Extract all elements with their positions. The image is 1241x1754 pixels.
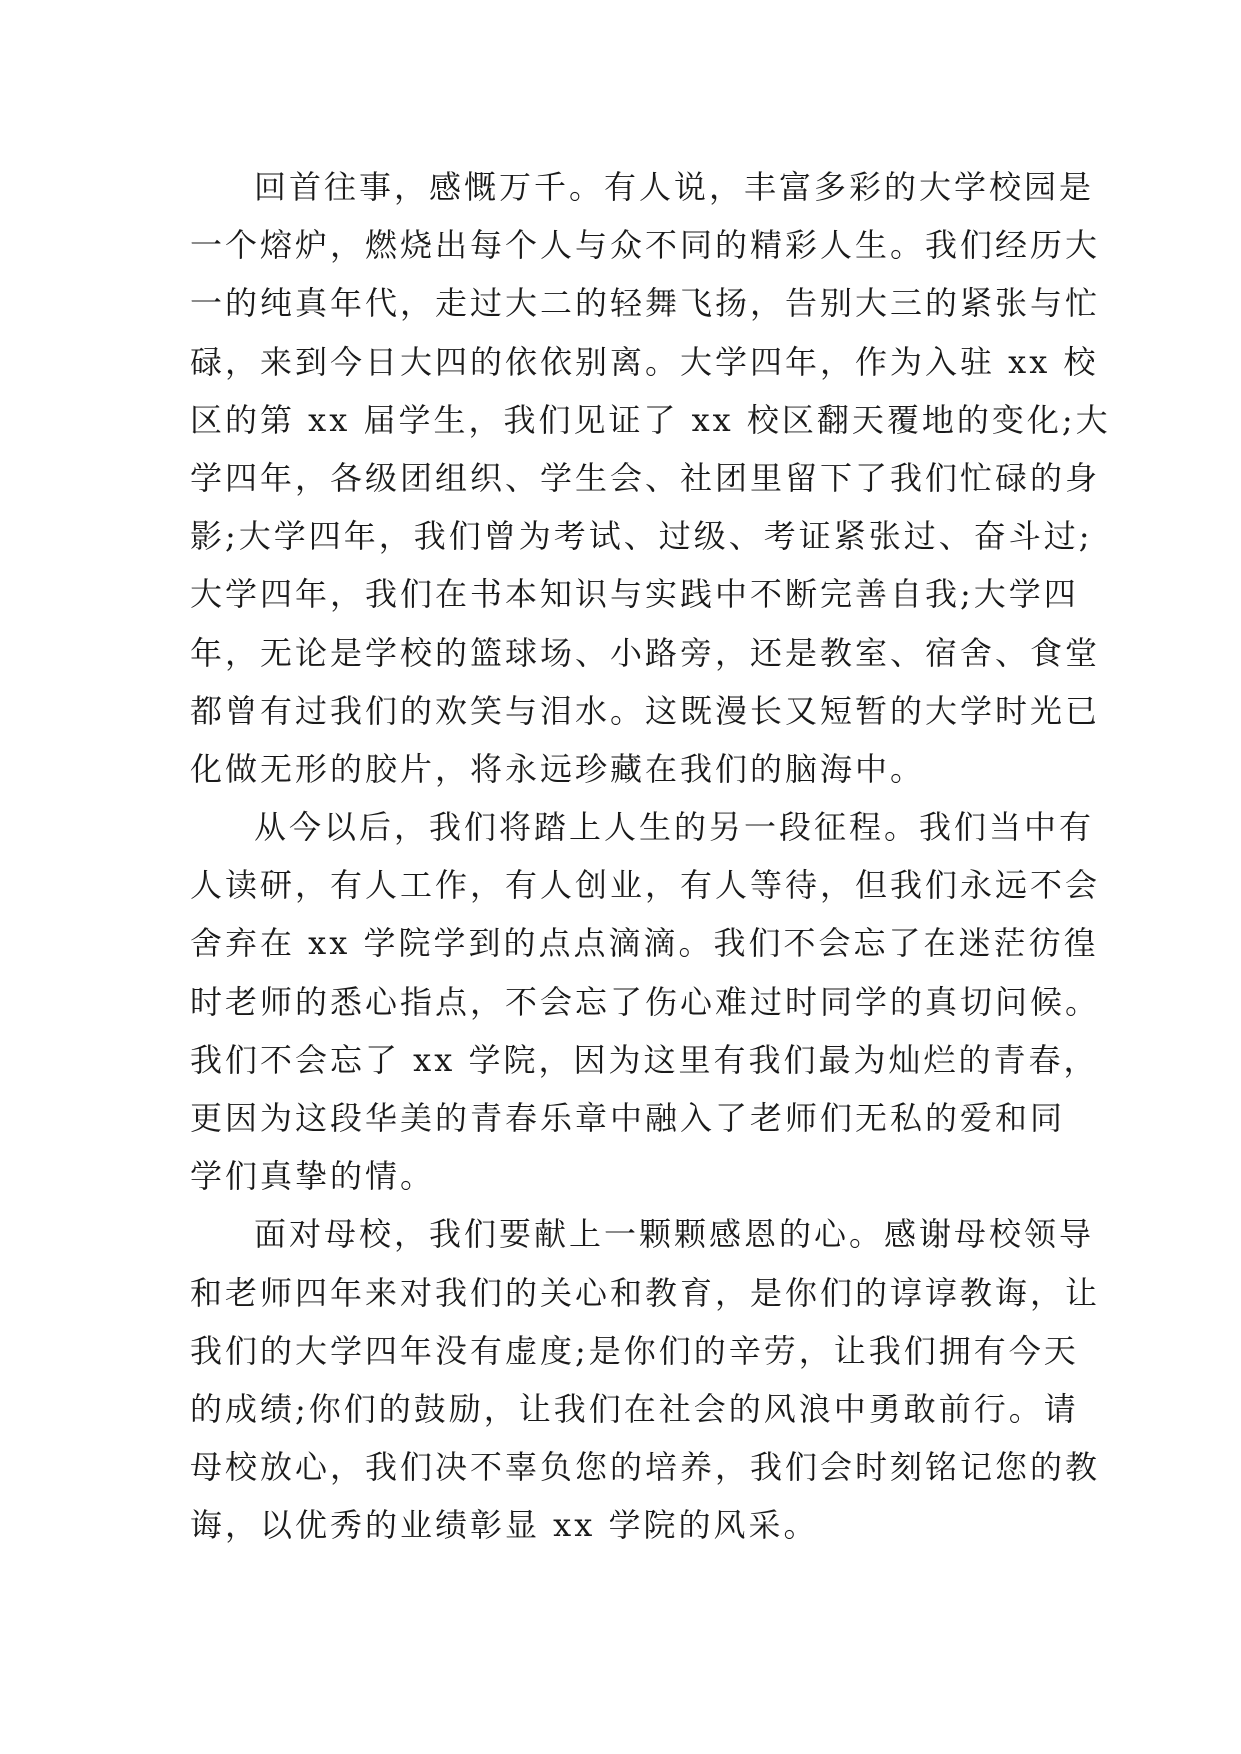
text-line: 区的第 xx 届学生，我们见证了 xx 校区翻天覆地的变化;大 <box>190 400 1111 439</box>
text-line: 学四年，各级团组织、学生会、社团里留下了我们忙碌的身 <box>190 458 1101 497</box>
text-line: 一的纯真年代，走过大二的轻舞飞扬，告别大三的紧张与忙 <box>190 284 1101 323</box>
text-line: 和老师四年来对我们的关心和教育，是你们的谆谆教诲，让 <box>190 1273 1101 1312</box>
paragraph-2 <box>190 798 1101 1205</box>
text-line: 时老师的悉心指点，不会忘了伤心难过时同学的真切问候。 <box>190 982 1101 1021</box>
text-line: 面对母校，我们要献上一颗颗感恩的心。感谢母校领导 <box>254 1215 1095 1254</box>
text-line: 人读研，有人工作，有人创业，有人等待，但我们永远不会 <box>190 866 1101 905</box>
document-body <box>190 158 1111 1555</box>
text-line: 回首往事，感慨万千。有人说，丰富多彩的大学校园是 <box>254 168 1095 206</box>
text-line: 更因为这段华美的青春乐章中融入了老师们无私的爱和同 <box>190 1099 1066 1137</box>
paragraph-1 <box>190 158 1111 798</box>
text-line: 年，无论是学校的篮球场、小路旁，还是教室、宿舍、食堂 <box>190 633 1101 672</box>
text-line: 我们不会忘了 xx 学院，因为这里有我们最为灿烂的青春， <box>190 1040 1099 1079</box>
text-line: 大学四年，我们在书本知识与实践中不断完善自我;大学四 <box>190 575 1079 614</box>
text-line: 的成绩;你们的鼓励，让我们在社会的风浪中勇敢前行。请 <box>190 1389 1079 1428</box>
text-line: 母校放心，我们决不辜负您的培养，我们会时刻铭记您的教 <box>190 1448 1101 1487</box>
text-line: 碌，来到今日大四的依依别离。大学四年，作为入驻 xx 校 <box>190 342 1099 381</box>
text-line: 舍弃在 xx 学院学到的点点滴滴。我们不会忘了在迷茫彷徨 <box>190 924 1099 963</box>
text-line: 影;大学四年，我们曾为考试、过级、考证紧张过、奋斗过; <box>190 517 1093 556</box>
text-line: 化做无形的胶片，将永远珍藏在我们的脑海中。 <box>190 749 926 788</box>
text-line: 学们真挚的情。 <box>190 1157 436 1196</box>
text-line: 都曾有过我们的欢笑与泪水。这既漫长又短暂的大学时光已 <box>190 691 1101 730</box>
text-line: 从今以后，我们将踏上人生的另一段征程。我们当中有 <box>254 808 1095 847</box>
text-line: 一个熔炉，燃烧出每个人与众不同的精彩人生。我们经历大 <box>190 226 1101 265</box>
text-line: 诲，以优秀的业绩彰显 xx 学院的风采。 <box>190 1506 819 1545</box>
text-line: 我们的大学四年没有虚度;是你们的辛劳，让我们拥有今天 <box>190 1331 1079 1370</box>
paragraph-3 <box>190 1205 1101 1554</box>
